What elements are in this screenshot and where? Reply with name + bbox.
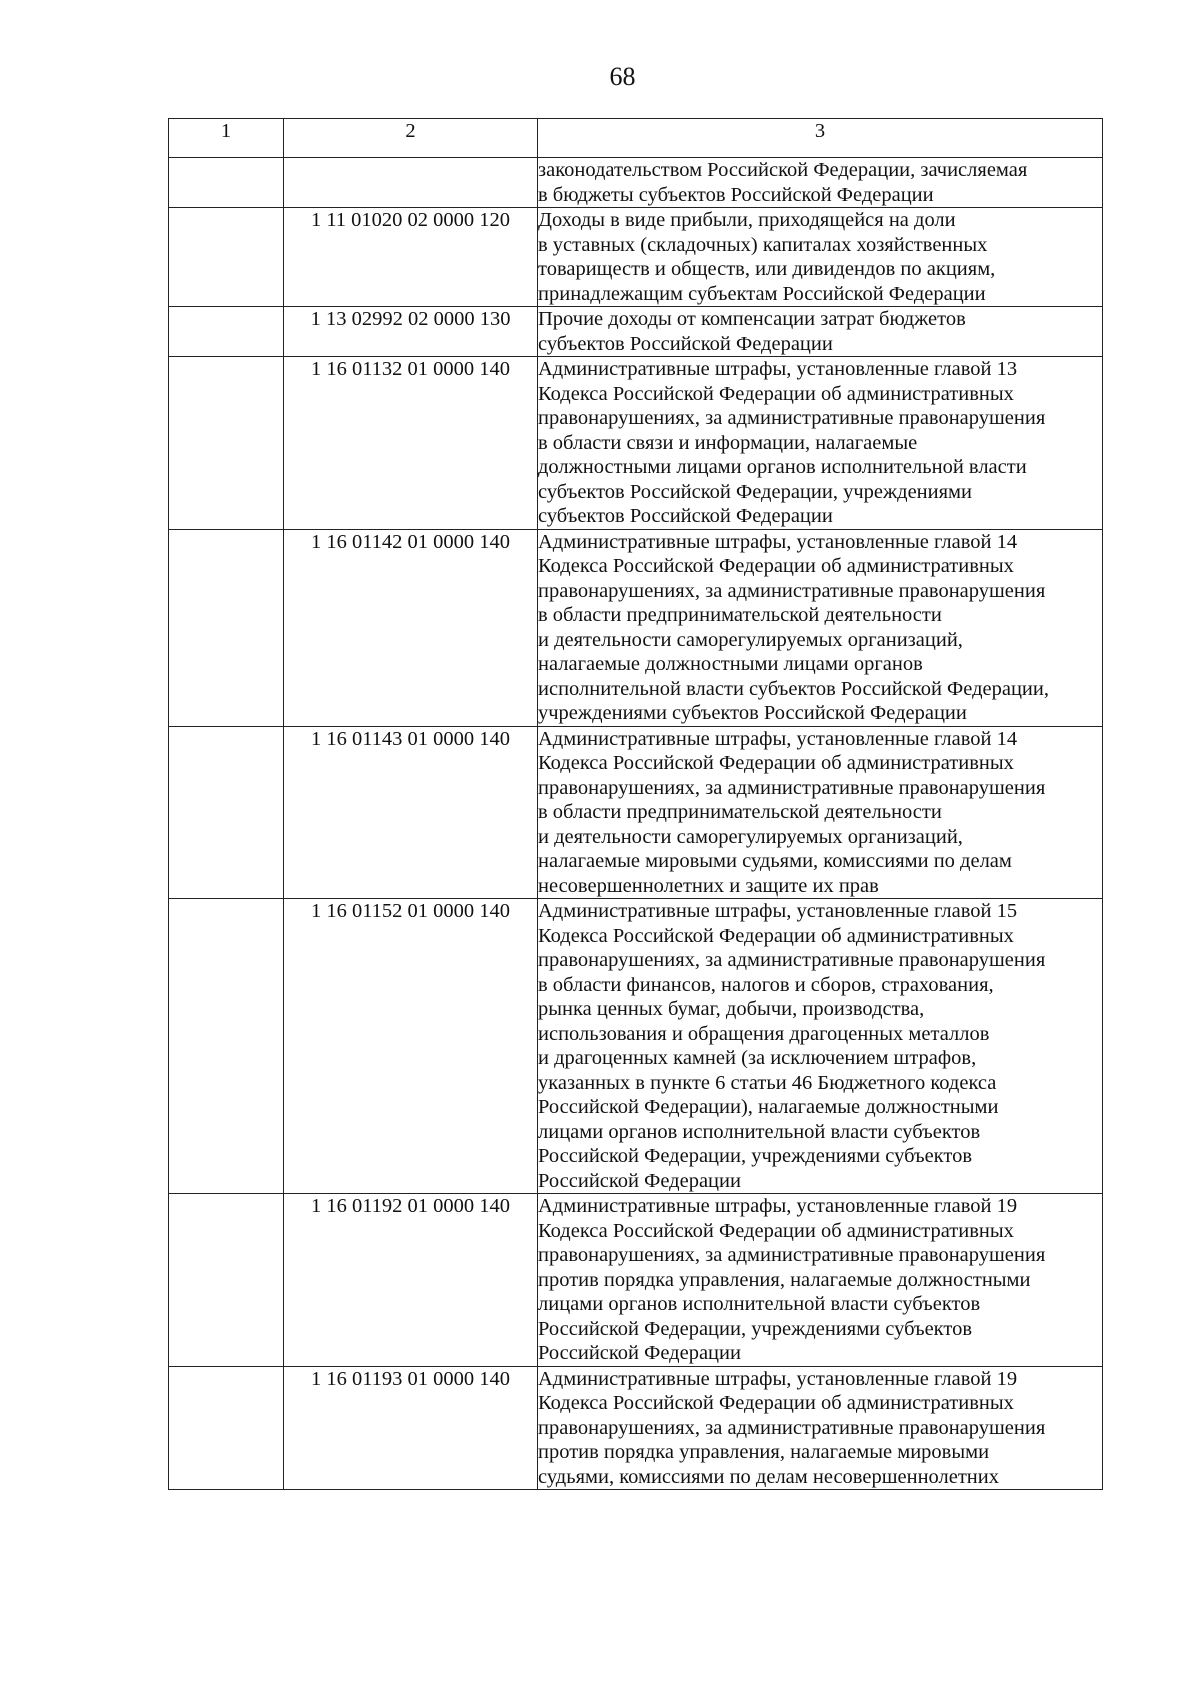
description-line: Прочие доходы от компенсации затрат бюджетов (538, 308, 966, 330)
column-1-cell (169, 307, 284, 357)
table-header (169, 119, 1103, 158)
table-row (169, 208, 1103, 307)
revenue-description-cell (538, 899, 1103, 1194)
description-line: Кодекса Российской Федерации об административных (538, 1392, 1014, 1414)
description-line: в области предпринимательской деятельности (538, 604, 942, 626)
revenue-description-cell (538, 307, 1103, 357)
revenue-code-cell: 1 16 01152 01 0000 140 (284, 899, 538, 1194)
column-2-header: 2 (284, 119, 538, 158)
description-line: правонарушениях, за административные правонарушения (538, 949, 1046, 971)
description-line: правонарушениях, за административные правонарушения (538, 1244, 1046, 1266)
description-line: против порядка управления, налагаемые должностными (538, 1268, 1031, 1291)
description-line: субъектов Российской Федерации (538, 505, 833, 527)
table-row (169, 1366, 1103, 1490)
description-line: Кодекса Российской Федерации об административных (538, 924, 1014, 947)
description-line: рынка ценных бумаг, добычи, производства, (538, 998, 925, 1020)
column-1-header: 1 (169, 119, 284, 158)
description-line: Административные штрафы, установленные главой 14 (538, 727, 1018, 750)
revenue-description-cell (538, 529, 1103, 726)
description-line: учреждениями субъектов Российской Федерации (538, 702, 967, 724)
description-line: лицами органов исполнительной власти субъектов (538, 1120, 981, 1143)
description-line: указанных в пункте 6 статьи 46 Бюджетного кодекса (538, 1071, 997, 1094)
description-line: и деятельности саморегулируемых организаций, (538, 825, 963, 848)
revenue-description-cell (538, 1194, 1103, 1367)
column-1-cell (169, 1194, 284, 1367)
description-line: и драгоценных камней (за исключением штрафов, (538, 1047, 977, 1069)
description-line: Доходы в виде прибыли, приходящейся на доли (538, 209, 956, 231)
revenue-description-cell (538, 1366, 1103, 1490)
revenue-code-cell: 1 11 01020 02 0000 120 (284, 208, 538, 307)
description-line: Административные штрафы, установленные главой 13 (538, 358, 1018, 380)
description-line: принадлежащим субъектам Российской Федерации (538, 282, 986, 305)
description-line: правонарушениях, за административные правонарушения (538, 407, 1046, 429)
revenue-description-cell (538, 158, 1103, 208)
description-line: использования и обращения драгоценных металлов (538, 1022, 990, 1045)
column-1-cell (169, 357, 284, 530)
description-line: исполнительной власти субъектов Российской Федерации, (538, 677, 1049, 700)
description-line: Кодекса Российской Федерации об административных (538, 382, 1014, 405)
revenue-description-cell (538, 726, 1103, 899)
table-body (169, 158, 1103, 1490)
description-line: правонарушениях, за административные правонарушения (538, 776, 1046, 799)
description-line: в уставных (складочных) капиталах хозяйственных (538, 233, 988, 256)
revenue-code-cell (284, 158, 538, 208)
description-line: законодательством Российской Федерации, зачисляемая (538, 159, 1028, 181)
description-line: против порядка управления, налагаемые мировыми (538, 1441, 990, 1463)
revenue-code-cell: 1 16 01143 01 0000 140 (284, 726, 538, 899)
description-line: в области связи и информации, налагаемые (538, 431, 918, 454)
description-line: Административные штрафы, установленные главой 14 (538, 530, 1018, 553)
description-line: и деятельности саморегулируемых организаций, (538, 628, 963, 651)
column-1-cell (169, 1366, 284, 1490)
table-row (169, 529, 1103, 726)
column-1-cell (169, 529, 284, 726)
revenue-code-cell: 1 16 01192 01 0000 140 (284, 1194, 538, 1367)
description-line: налагаемые мировыми судьями, комиссиями по делам (538, 850, 1012, 872)
description-line: судьями, комиссиями по делам несовершеннолетних (538, 1465, 999, 1488)
description-line: Административные штрафы, установленные главой 15 (538, 900, 1018, 922)
description-line: товариществ и обществ, или дивидендов по акциям, (538, 258, 996, 280)
description-line: Российской Федерации, учреждениями субъектов (538, 1317, 972, 1340)
description-line: налагаемые должностными лицами органов (538, 653, 923, 675)
description-line: в области предпринимательской деятельности (538, 801, 942, 823)
description-line: правонарушениях, за административные правонарушения (538, 1416, 1046, 1439)
description-line: Российской Федерации), налагаемые должностными (538, 1096, 999, 1118)
description-line: Кодекса Российской Федерации об административных (538, 555, 1014, 577)
description-line: несовершеннолетних и защите их прав (538, 874, 879, 897)
column-1-cell (169, 726, 284, 899)
column-3-header: 3 (538, 119, 1103, 158)
description-line: субъектов Российской Федерации, учреждениями (538, 480, 972, 503)
description-line: Кодекса Российской Федерации об административных (538, 752, 1014, 774)
table-row (169, 726, 1103, 899)
revenue-code-cell: 1 16 01142 01 0000 140 (284, 529, 538, 726)
revenue-codes-table (168, 118, 1103, 1490)
column-1-cell (169, 899, 284, 1194)
page-number: 68 (609, 62, 636, 91)
description-line: в области финансов, налогов и сборов, страхования, (538, 973, 994, 996)
revenue-description-cell (538, 357, 1103, 530)
column-1-cell (169, 208, 284, 307)
table-row (169, 158, 1103, 208)
description-line: субъектов Российской Федерации (538, 332, 833, 355)
description-line: Российской Федерации (538, 1342, 741, 1364)
revenue-code-cell: 1 16 01132 01 0000 140 (284, 357, 538, 530)
description-line: должностными лицами органов исполнительной власти (538, 456, 1027, 478)
description-line: Кодекса Российской Федерации об административных (538, 1219, 1014, 1242)
description-line: лицами органов исполнительной власти субъектов (538, 1293, 981, 1315)
description-line: Административные штрафы, установленные главой 19 (538, 1195, 1018, 1217)
revenue-description-cell (538, 208, 1103, 307)
revenue-code-cell: 1 16 01193 01 0000 140 (284, 1366, 538, 1490)
table-row (169, 1194, 1103, 1367)
column-1-cell (169, 158, 284, 208)
description-line: правонарушениях, за административные правонарушения (538, 579, 1046, 602)
revenue-code-cell: 1 13 02992 02 0000 130 (284, 307, 538, 357)
description-line: Российской Федерации (538, 1169, 741, 1192)
table-row (169, 307, 1103, 357)
description-line: в бюджеты субъектов Российской Федерации (538, 183, 934, 206)
description-line: Российской Федерации, учреждениями субъектов (538, 1145, 972, 1167)
description-line: Административные штрафы, установленные главой 19 (538, 1367, 1018, 1390)
table-row (169, 357, 1103, 530)
table-row (169, 899, 1103, 1194)
